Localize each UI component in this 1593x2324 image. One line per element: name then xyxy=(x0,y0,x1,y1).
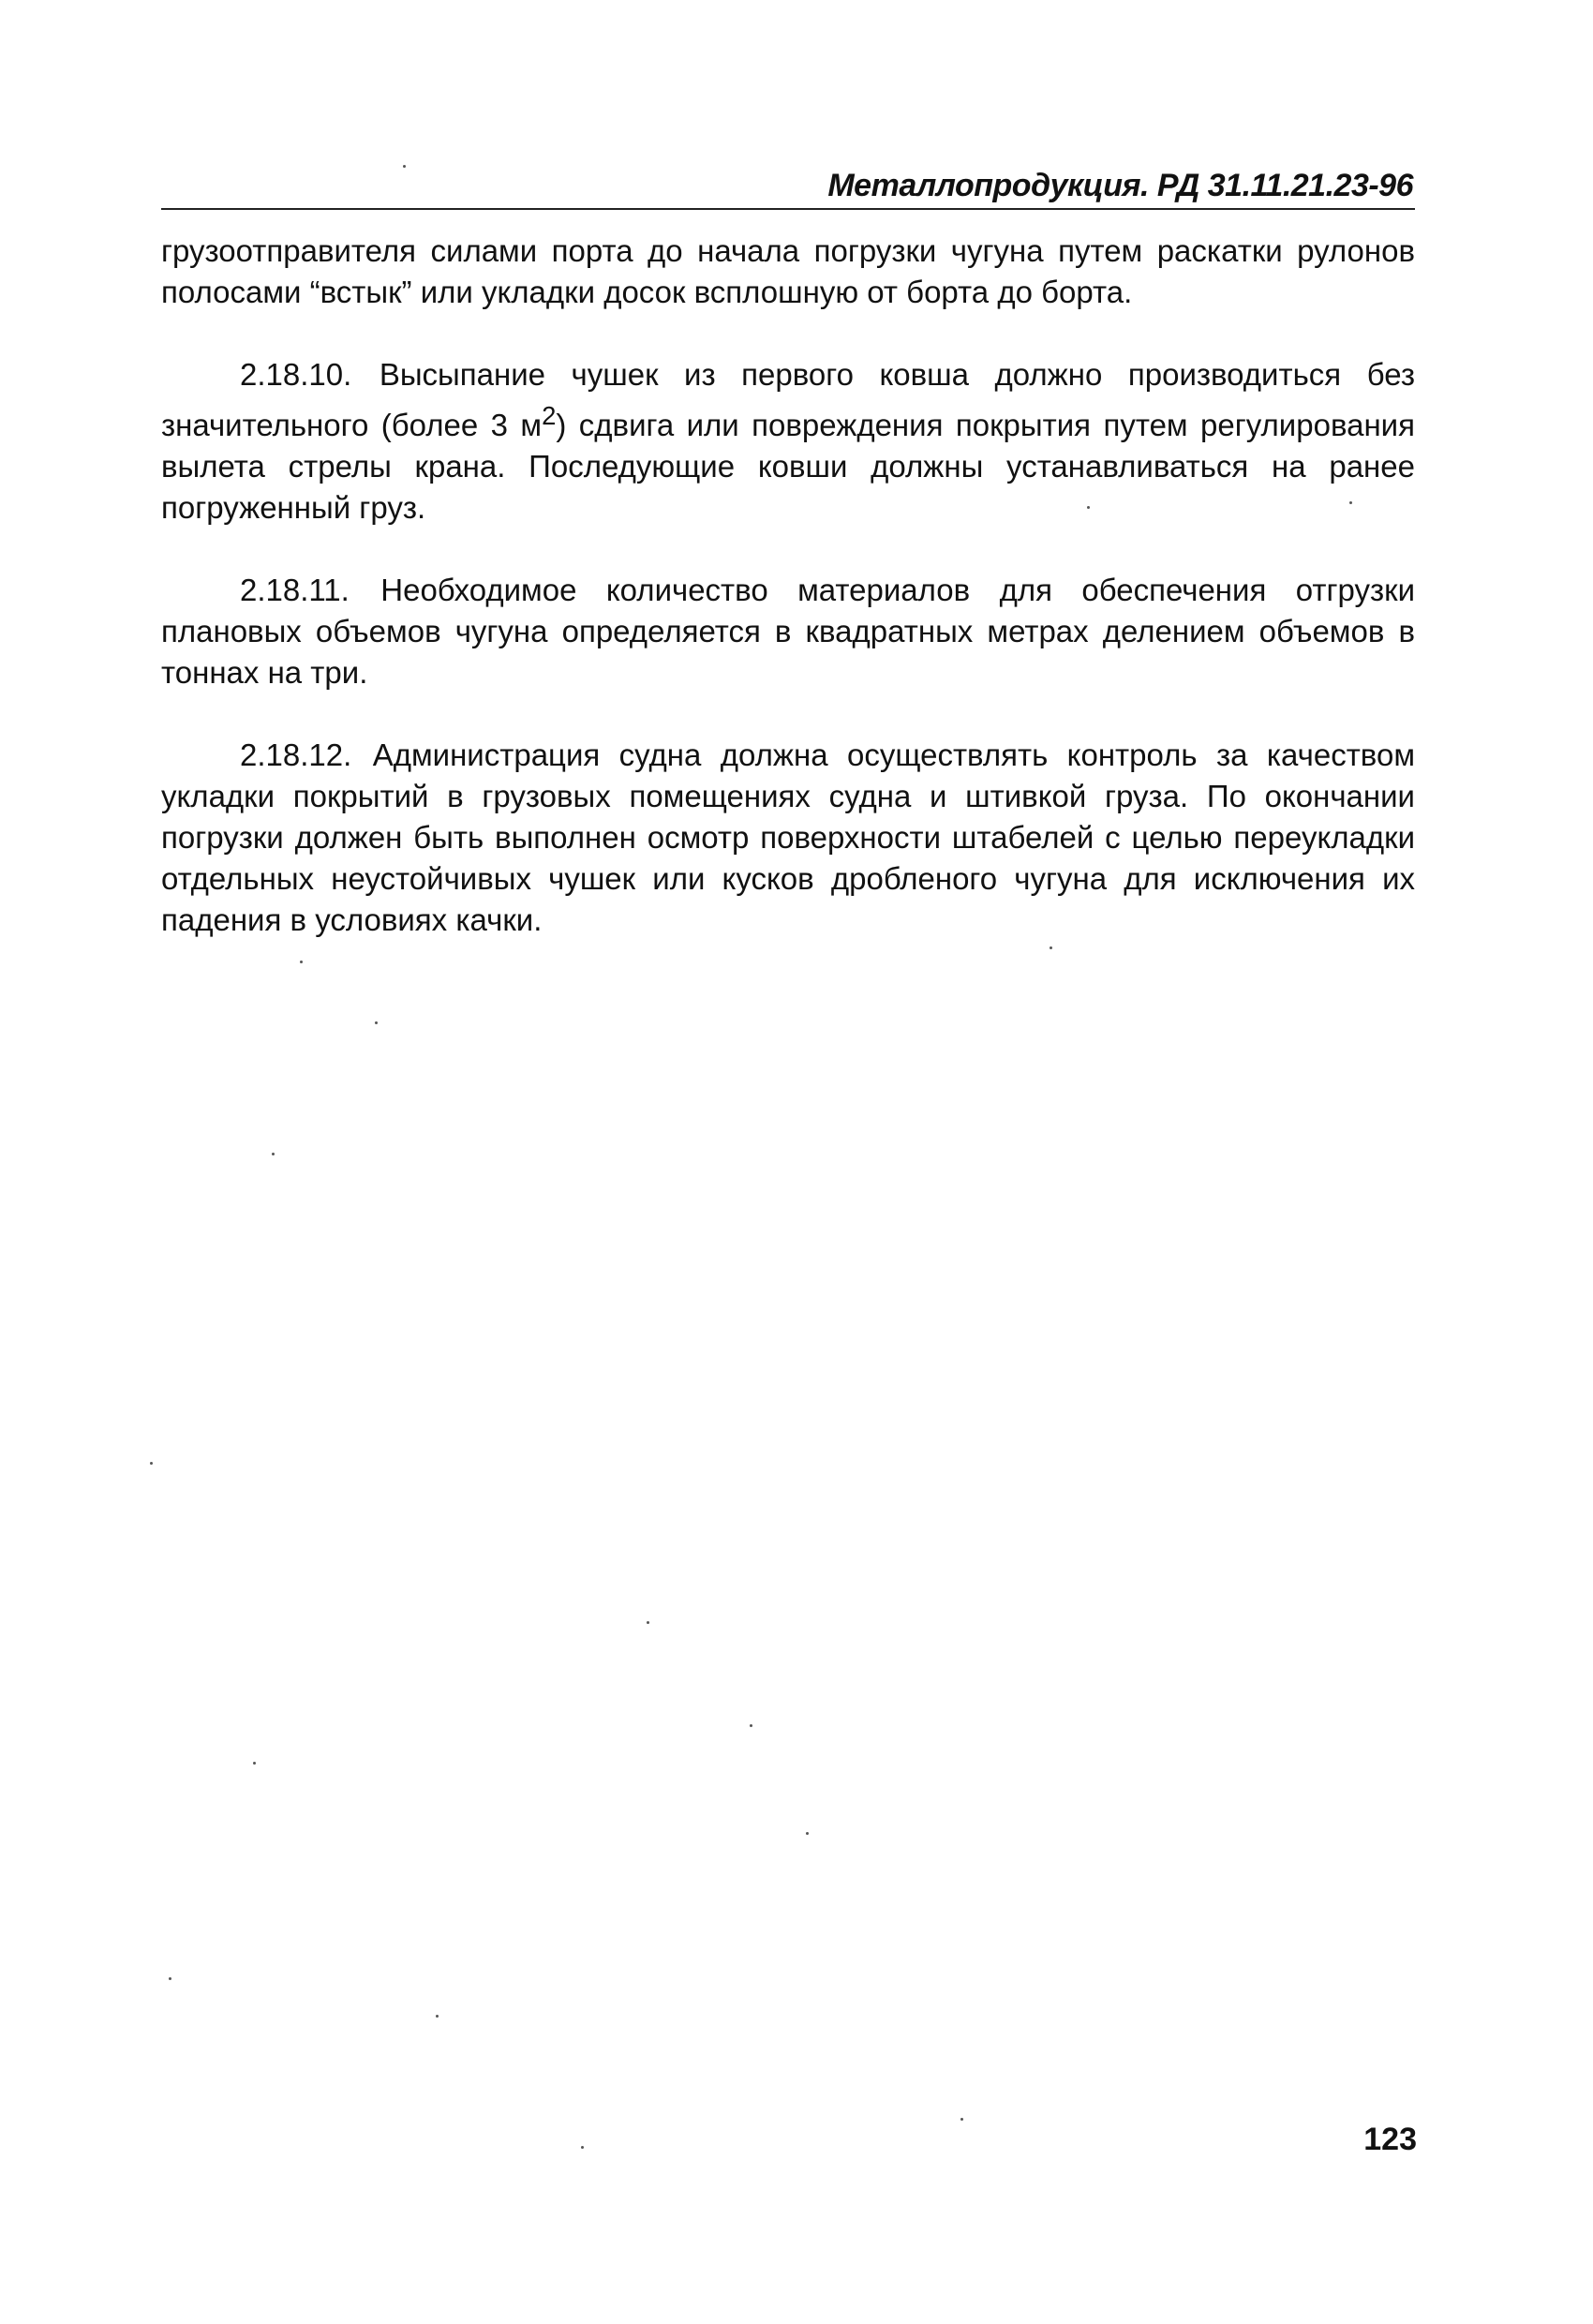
scan-speck xyxy=(375,1021,378,1024)
scan-speck xyxy=(750,1724,752,1727)
scan-speck xyxy=(150,1462,153,1465)
scan-speck xyxy=(647,1621,649,1624)
paragraph-2-18-12 xyxy=(161,735,1415,941)
scan-speck xyxy=(300,961,303,963)
paragraph-number: 2.18.10. xyxy=(240,357,352,392)
scan-speck xyxy=(253,1762,256,1765)
paragraph-text-part-1: Высыпание чушек из первого ковша должно производиться без значительного (более 3 м xyxy=(161,357,1415,442)
scan-speck xyxy=(581,2146,584,2149)
scan-speck xyxy=(806,1832,809,1835)
scan-speck xyxy=(1349,501,1352,504)
paragraph-number: 2.18.11. xyxy=(240,573,350,607)
scan-speck xyxy=(1087,506,1090,509)
paragraph-continuation xyxy=(161,231,1415,313)
paragraph-text: грузоотправителя силами порта до начала погрузки чугуна путем раскатки рулонов полосами “встык” или укладки досок всплошную от борта до борта. xyxy=(161,233,1415,309)
paragraph-text: Необходимое количество материалов для обеспечения отгрузки плановых объемов чугуна определяется в квадратных метрах делением объемов в тоннах на три. xyxy=(161,573,1416,690)
document-body xyxy=(161,231,1415,982)
scan-speck xyxy=(436,2015,439,2018)
paragraph-number: 2.18.12. xyxy=(240,737,352,772)
scan-speck xyxy=(272,1153,275,1155)
page-number: 123 xyxy=(1363,2122,1417,2157)
scan-speck xyxy=(169,1977,171,1980)
running-header xyxy=(161,165,1415,210)
paragraph-2-18-10 xyxy=(161,354,1415,529)
scan-speck xyxy=(1050,946,1052,949)
header-title: Металлопродукция. РД 31.11.21.23-96 xyxy=(827,168,1413,203)
paragraph-2-18-11 xyxy=(161,570,1415,693)
paragraph-text-part-2: ) сдвига или повреждения покрытия путем регулирования вылета стрелы крана. Последующие ковши должны устанавливаться на ранее погруженный груз. xyxy=(161,408,1415,525)
paragraph-text: Администрация судна должна осуществлять контроль за качеством укладки покрытий в грузовых помещениях судна и штивкой груза. По окончании погрузки должен быть выполнен осмотр поверхности штабелей с целью переукладки отдельных неустойчивых чушек или кусков дробленого чугуна для исключения их падения в условиях качки. xyxy=(161,737,1416,937)
scan-speck xyxy=(403,165,406,168)
superscript-square: 2 xyxy=(542,401,557,430)
scan-speck xyxy=(960,2118,963,2121)
